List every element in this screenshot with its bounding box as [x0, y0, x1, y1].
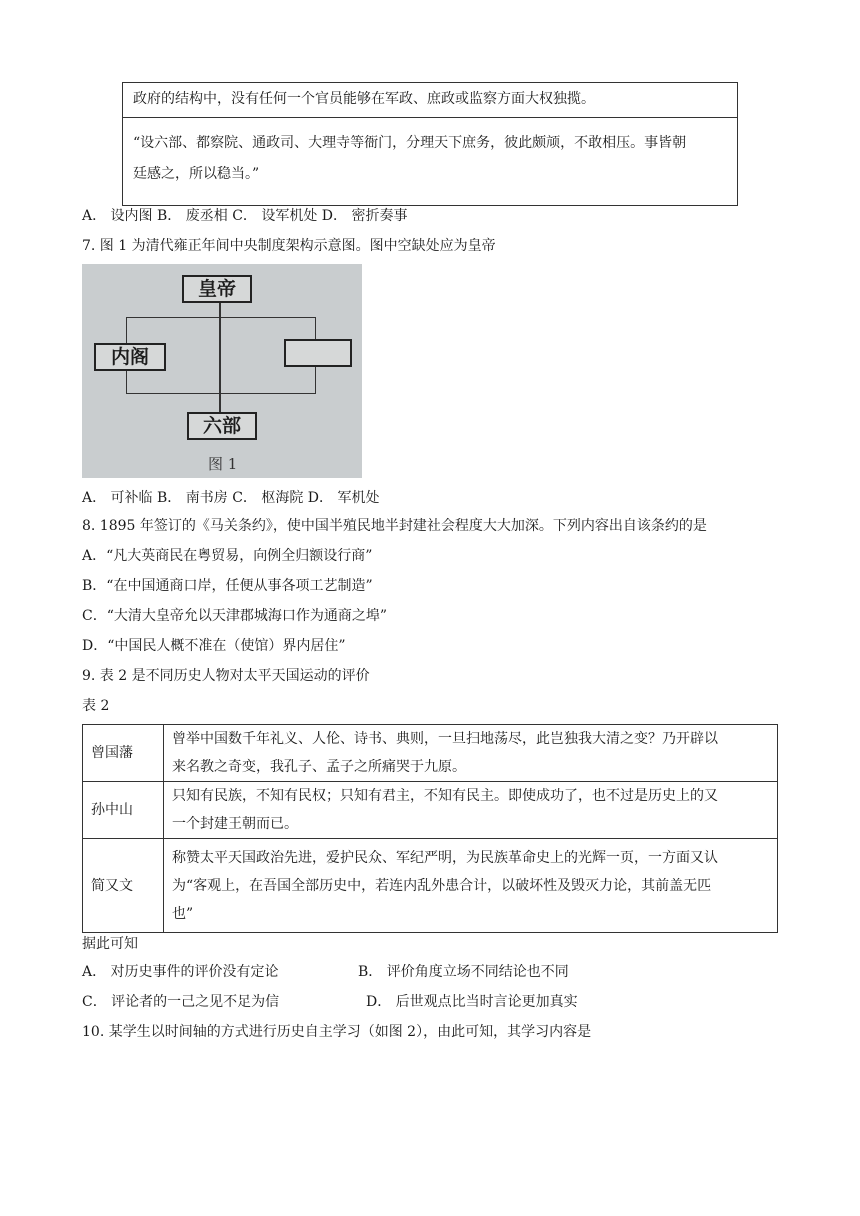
- fig-caption: 图 1: [208, 455, 238, 473]
- fig-box-emperor: 皇帝: [182, 275, 252, 303]
- q8-option-a: A．“凡大英商民在粤贸易，向例全归额设行商”: [82, 548, 373, 564]
- row-comment: [164, 782, 778, 839]
- figure-1: [82, 264, 362, 478]
- comment-line: 也”: [172, 905, 194, 922]
- quote-box-row-1: [123, 83, 737, 118]
- quote-text-2a: “设六部、都察院、通政司、大理寺等衙门，分理天下庶务，彼此颇颃，不敢相压。事皆朝: [133, 135, 687, 151]
- row-person: 孙中山: [83, 782, 164, 839]
- row-comment: [164, 839, 778, 933]
- quote-box: [122, 82, 738, 206]
- quote-text-2b: 廷感之，所以稳当。”: [133, 166, 260, 182]
- comment-line: 曾举中国数千年礼义、人伦、诗书、典则，一旦扫地荡尽，此岂独我大清之变？乃开辟以: [172, 731, 718, 747]
- quote-text-1: 政府的结构中，没有任何一个官员能够在军政、庶政或监察方面大权独揽。: [133, 91, 595, 107]
- comment-line: 来名教之奇变，我孔子、孟子之所痛哭于九原。: [172, 759, 466, 775]
- table-row: [83, 725, 778, 782]
- row-comment: [164, 725, 778, 782]
- fig-box-left: 内阁: [94, 343, 166, 371]
- fig-bottom-rule: [126, 393, 316, 394]
- row-person: 简又文: [83, 839, 164, 933]
- comment-line: 为“客观上，在吾国全部历史中，若连内乱外患合计，以破坏性及毁灭力论，其前盖无匹: [172, 877, 712, 894]
- q8-option-c: C．“大清大皇帝允以天津郡城海口作为通商之埠”: [82, 608, 388, 624]
- table-2: [82, 724, 778, 933]
- q9-option-a: A． 对历史事件的评价没有定论: [82, 964, 279, 980]
- q8-option-d: D．“中国民人概不准在（使馆）界内居住”: [82, 638, 346, 654]
- comment-line: 只知有民族，不知有民权；只知有君主，不知有民主。即使成功了，也不过是历史上的又: [172, 788, 718, 804]
- q9-lead: 据此可知: [82, 936, 138, 952]
- q9-stem: 9. 表 2 是不同历史人物对太平天国运动的评价: [82, 668, 370, 684]
- table-2-label: 表 2: [82, 698, 110, 714]
- q9-option-c: C． 评论者的一己之见不足为信: [82, 994, 280, 1010]
- q8-option-b: B．“在中国通商口岸，任便从事各项工艺制造”: [82, 578, 373, 594]
- table-row: [83, 782, 778, 839]
- fig-box-blank: [284, 339, 352, 367]
- table-row: [83, 839, 778, 933]
- fig-top-rule: [126, 317, 316, 318]
- q10-stem: 10. 某学生以时间轴的方式进行历史自主学习（如图 2），由此可知，其学习内容是: [82, 1024, 592, 1040]
- fig-box-bottom: 六部: [187, 412, 257, 440]
- q8-stem: 8. 1895 年签订的《马关条约》，使中国半殖民地半封建社会程度大大加深。下列内容出自该条约的是: [82, 518, 707, 534]
- q9-option-b: B． 评价角度立场不同结论也不同: [358, 964, 569, 980]
- fig-center-rule: [219, 300, 221, 412]
- row-person: 曾国藩: [83, 725, 164, 782]
- comment-line: 称赞太平天国政治先进，爱护民众、军纪严明，为民族革命史上的光辉一页，一方面又认: [172, 849, 718, 866]
- q7-stem: 7. 图 1 为清代雍正年间中央制度架构示意图。图中空缺处应为皇帝: [82, 238, 496, 254]
- q7-options: A． 可补临 B． 南书房 C． 枢海院 D． 军机处: [82, 490, 380, 506]
- q6-options: A． 设内图 B． 废丞相 C． 设军机处 D． 密折奏事: [82, 208, 408, 224]
- q9-option-d: D． 后世观点比当时言论更加真实: [366, 994, 578, 1010]
- comment-line: 一个封建王朝而已。: [172, 816, 298, 832]
